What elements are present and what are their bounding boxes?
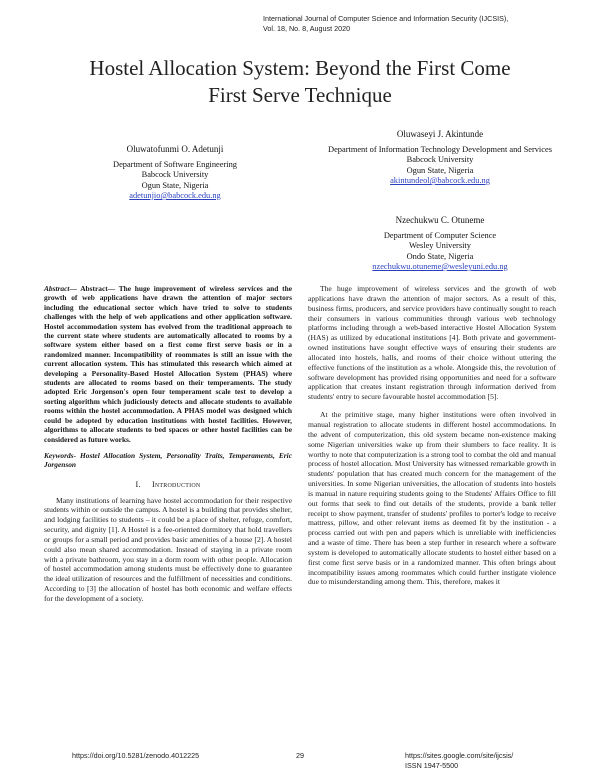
author-institution: Babcock University xyxy=(406,155,474,164)
author-institution: Wesley University xyxy=(409,241,471,250)
paper-title xyxy=(20,55,580,109)
author-email-link[interactable]: nzechukwu.otuneme@wesleyuni.edu.ng xyxy=(372,262,508,271)
title-line-1: Hostel Allocation System: Beyond the First Come xyxy=(89,56,511,80)
keywords-text: Hostel Allocation System, Personality Traits, Temperaments, Eric Jorgenson xyxy=(44,450,292,470)
section-number: I. xyxy=(135,479,141,489)
author-department: Department of Software Engineering xyxy=(113,159,237,169)
author-block-2 xyxy=(315,129,565,187)
section-heading xyxy=(44,480,292,490)
keywords xyxy=(44,451,292,470)
journal-name: International Journal of Computer Science and Information Security (IJCSIS), xyxy=(263,14,509,23)
abstract xyxy=(44,284,292,444)
author-department: Department of Information Technology Development and Services xyxy=(328,144,552,154)
abstract-label: Abstract xyxy=(44,284,70,293)
author-email-link[interactable]: akintundeol@babcock.edu.ng xyxy=(390,176,490,185)
author-department: Department of Computer Science xyxy=(383,230,497,240)
author-name: Oluwatofunmi O. Adetunji xyxy=(126,144,224,154)
body-paragraph-1: The huge improvement of wireless services and the growth of web applications have drawn the attention of major sectors. As a result of this, business firms, producers, and service providers have continually sought to reach their consumers in various communities through various web technology platforms including through a web-based interactive Hostel Allocation System (HAS) as utilized by educational institutions [4]. Both private and government-owned institutions have sought effective ways of ensuring their students are allocated into hostels, halls, and rooms of their choice without uttering the effective functions of the institution as a whole. Alongside this, the revolution of software development has provided rising opportunities and need for a software application that creates instant registration through information derived from students' entry to secure favourable hostel accommodation [5]. xyxy=(308,284,556,402)
section-title: Introduction xyxy=(151,479,201,489)
abstract-text: — Abstract— The huge improvement of wireless services and the growth of web applications have drawn the attention of major sectors including the educational sector which have tried to solve to students challenges with the help of web applications and other application software. Hostel accommodation system has evolved from the traditional approach to the current state where students are automatically allocated to rooms by a software system either based on a first come first serve basis or in a randomized manner. Incompatibility of roommates is still an issue with the current allocation system. This has stimulated this research which aimed at developing a Personality-Based Hostel Allocation System (PHAS) where students are allocated to rooms based on their temperaments. The study adopted Eric Jorgenson's open four temperament scale test to develop a sorting algorithm which judiciously detects and allocate students to available rooms within the hostel accommodation. A PHAS model was designed which could be adopted by education institutions with hostel facilities. However, algorithms to allocate students to bed spaces or other hostel facilities can be considered as future works. xyxy=(44,284,292,444)
keywords-label: Keywords- xyxy=(44,450,77,460)
footer-site-link[interactable]: https://sites.google.com/site/ijcsis/ xyxy=(405,751,514,760)
author-block-1 xyxy=(60,144,290,202)
author-location: Ogun State, Nigeria xyxy=(141,180,209,190)
author-location: Ondo State, Nigeria xyxy=(406,251,474,261)
footer-doi[interactable]: https://doi.org/10.5281/zenodo.4012225 xyxy=(72,751,200,760)
footer-issn: ISSN 1947-5500 xyxy=(405,760,459,770)
author-institution: Babcock University xyxy=(141,170,209,179)
body-paragraph-2: At the primitive stage, many higher institutions were often involved in manual registration to allocate students in different hostel accommodations. In the advent of computerization, this old system became non-existence making some Nigerian universities wake up from their slumbers to face reality. It is worthy to note that computerization is a strong tool to combat the old and manual process of hostel allocation. Most University has witnessed remarkable growth in students' population that has created much concern for the management of the universities. In some Nigerian universities, the allocation of students into hostels is manual in nature requiring students going to the Students' Affairs Office to fill out forms that seek to find out details of the students, provide a bank teller receipt to show payment, transfer of students' profiles to porter's lodge to receive mattress, pillow, and other relevant items as deemed fit by the institution - a process carried out with pen and papers which is unreliable with inefficiencies and a waste of time. There has been a step further in research where a software system is developed to automatically allocate students to hostel either based on a first come first serve basis or in a randomized manner. This often brings about incompatibility issues among roommates which could further instigate violence due to misunderstanding among them. This, therefore, makes it xyxy=(308,410,556,587)
right-column xyxy=(308,284,556,587)
author-email-link[interactable]: adetunjio@babcock.edu.ng xyxy=(129,191,221,200)
journal-header xyxy=(263,14,563,34)
left-column xyxy=(44,284,292,604)
author-name: Oluwaseyi J. Akintunde xyxy=(396,129,484,139)
author-location: Ogun State, Nigeria xyxy=(406,165,474,175)
author-block-3 xyxy=(315,215,565,273)
footer-site xyxy=(405,751,513,770)
page-number: 29 xyxy=(296,751,304,760)
author-name: Nzechukwu C. Otuneme xyxy=(395,215,485,225)
title-line-2: First Serve Technique xyxy=(208,83,392,107)
journal-volume: Vol. 18, No. 8, August 2020 xyxy=(263,24,351,33)
intro-paragraph: Many institutions of learning have hostel accommodation for their respective students within or outside the campus. A hostel is a building that provides shelter, and lodging facilities to students – it could be a place of shelter, refuge, comfort, security, and dignity [1]. A Hostel is a fee-oriented dormitory that hold travellers or groups for a small period and provides basic amenities of a house [2]. A hostel could also mean shared accommodation. Instead of staying in a private room with a private bathroom, you stay in a dorm room with other people. Allocation of hostel accommodation among students must be effectively done to guarantee the ideal utilization of resources and the fulfillment of necessities and conditions. According to [3] the allocation of hostel has both economic and welfare effects for the development of a society. xyxy=(44,495,292,603)
